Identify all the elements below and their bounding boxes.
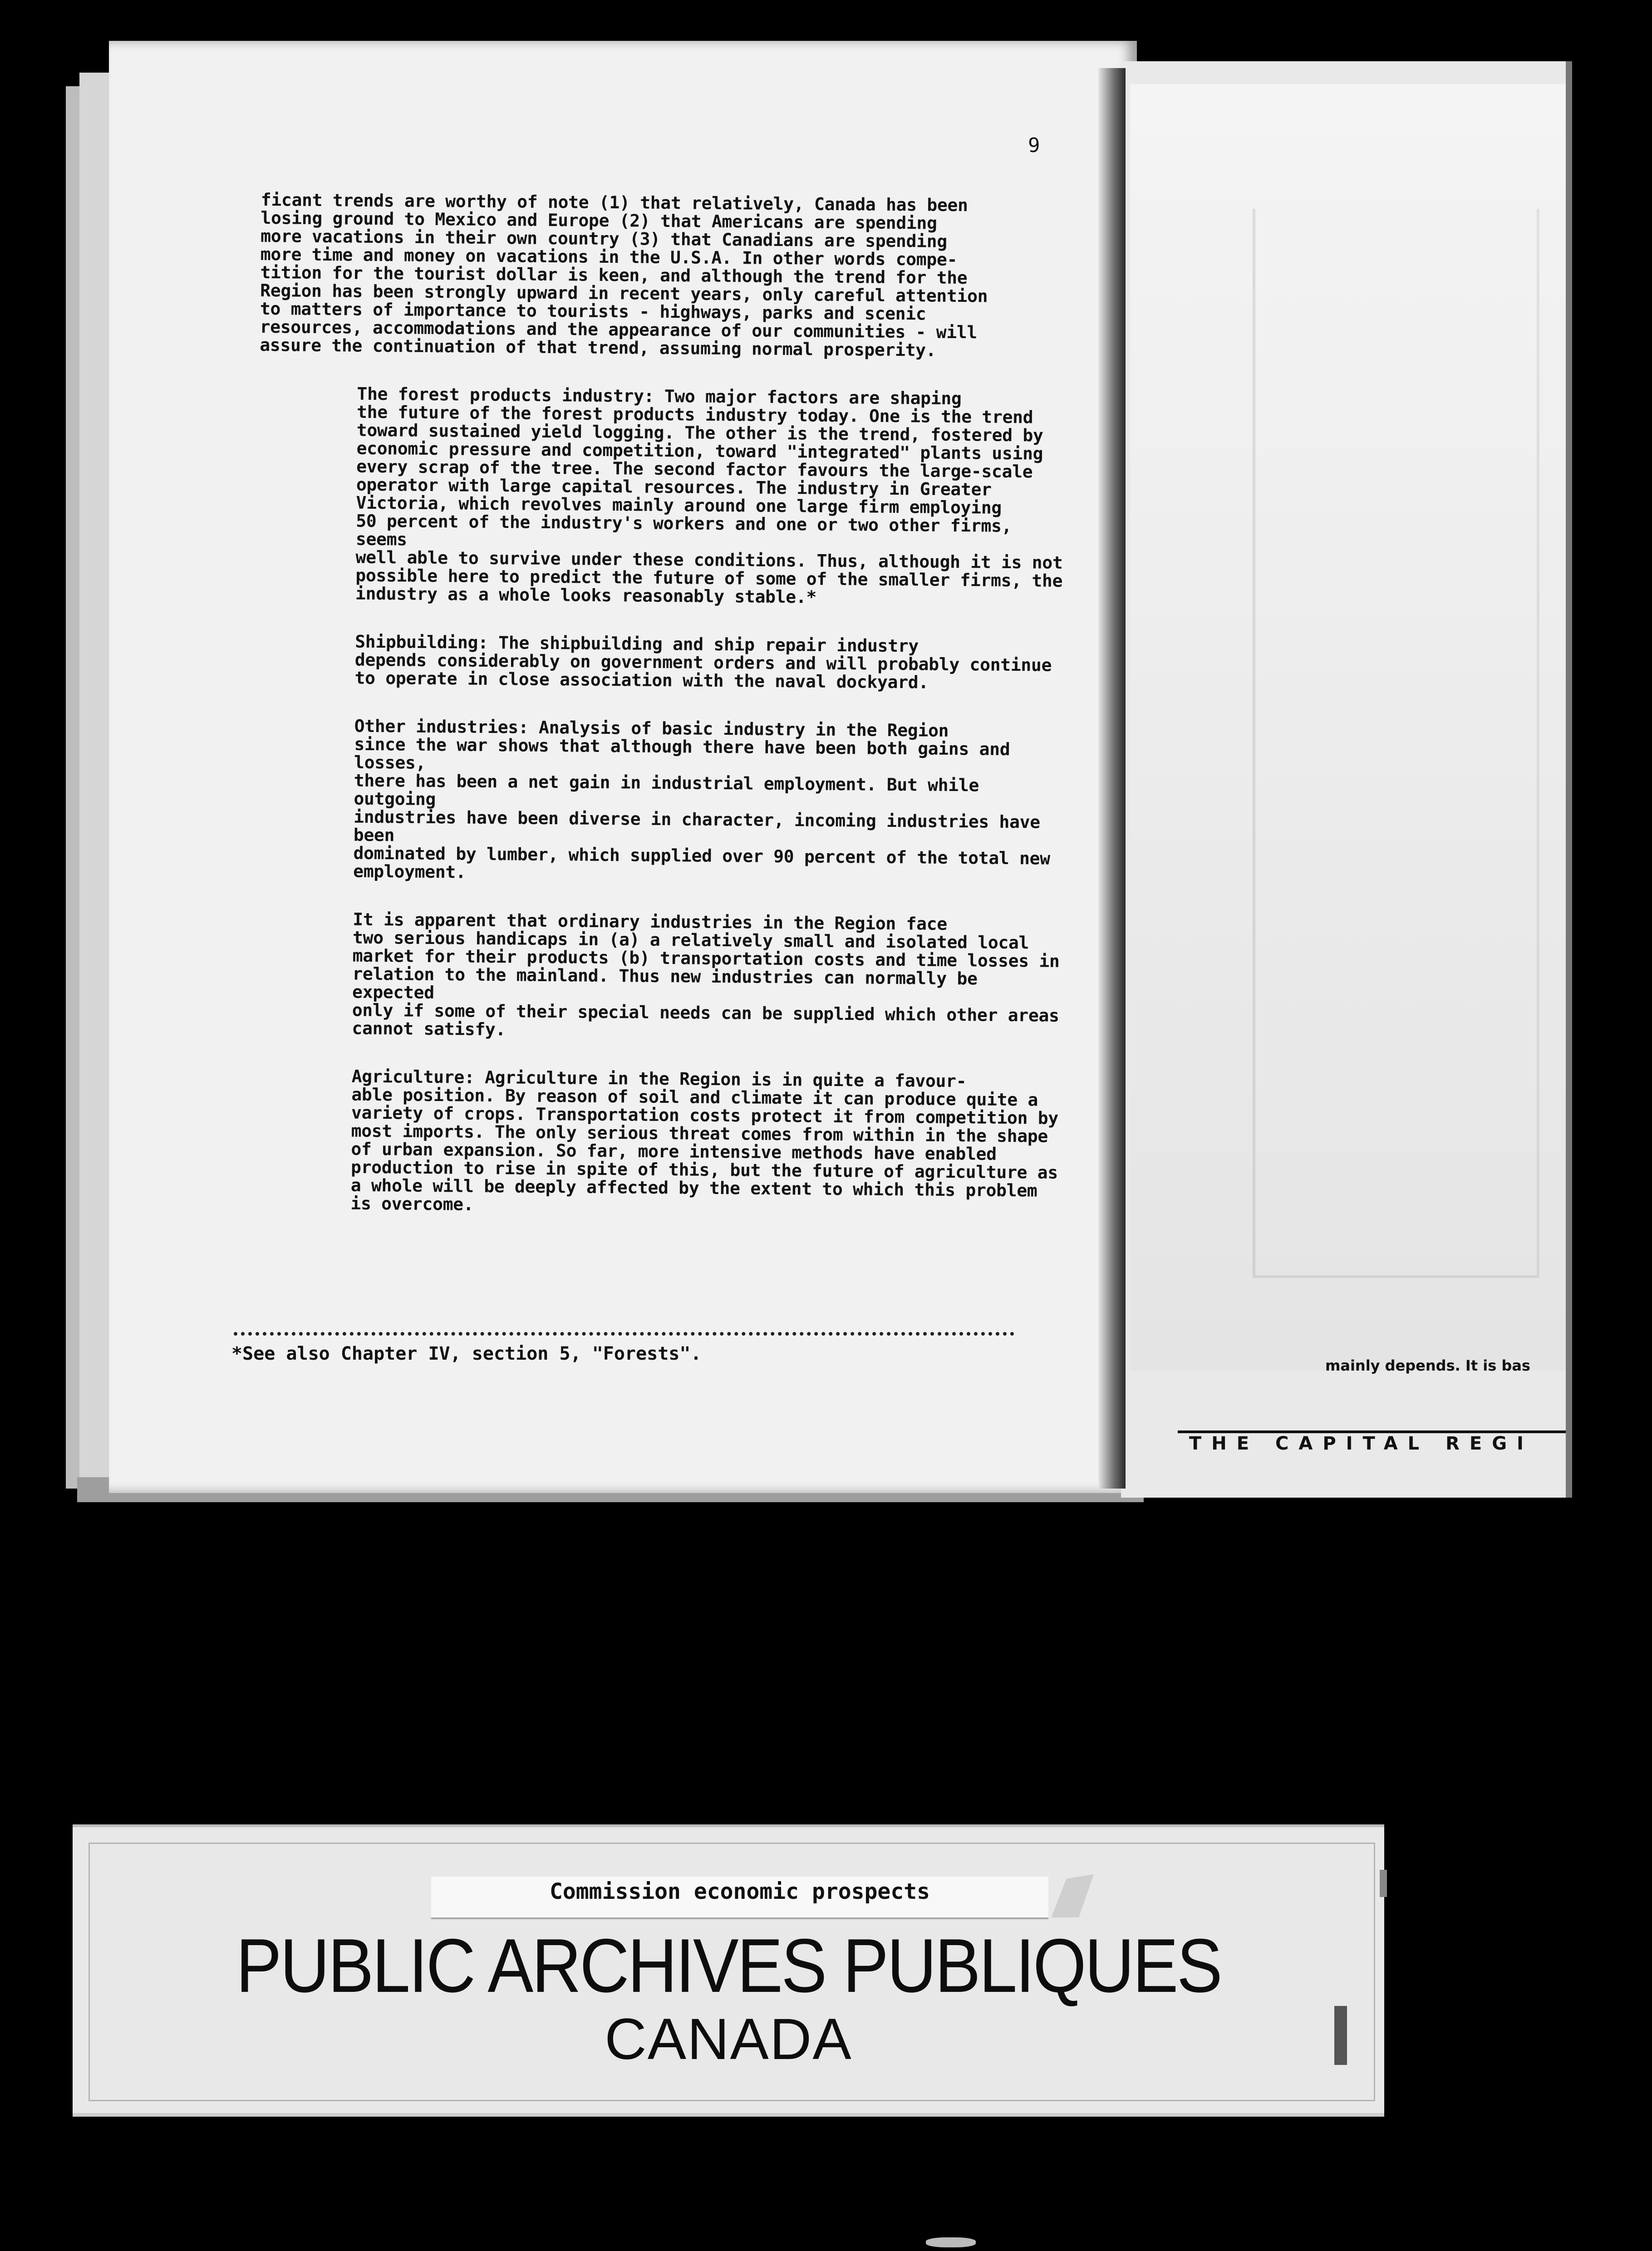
page-gutter [1098,68,1126,1489]
archive-country: CANADA [605,2007,852,2072]
paragraph-tourism: ficant trends are worthy of note (1) that relatively, Canada has been losing ground to Mexico and Europe (2) that Americans are spending more vacations in their own country (3) that Canadians are spending more time and money on vacations in the U.S.A. In other words compe- tition for the tourist dollar is keen, and although the trend for the Region has been strongly upward in recent years, only careful attention to matters of importance to tourists - highways, parks and scenic resources, accommodations and the appearance of our communities - will assure the continuation of that trend, assuming normal prosperity. [260,190,988,360]
footnote: *See also Chapter IV, section 5, "Forests". [231,1343,702,1364]
facing-page-bleed-through [1253,209,1539,1278]
archive-title: PUBLIC ARCHIVES PUBLIQUES [236,1923,1221,2008]
archive-caption: Commission economic prospects [549,1879,930,1904]
paragraph-shipbuilding: Shipbuilding: The shipbuilding and ship repair industry depends considerably on government orders and will probably continue to operate in close association with the naval dockyard. [354,631,1052,693]
paragraph-handicaps: It is apparent that ordinary industries in the Region face two serious handicaps in (a) a relatively small and isolated local market for their products (b) transportation costs and time losses in relation to the mainland. Thus new industries can normally be expected only if some of their special needs can be supplied which other areas cannot satisfy. [352,909,1060,1040]
facing-page-edge [1566,61,1572,1498]
page-number: 9 [1028,134,1040,157]
film-smudge [1380,1870,1387,1897]
facing-page-footer: THE CAPITAL REGI [1189,1433,1534,1454]
footnote-separator [234,1332,1014,1336]
paragraph-agriculture: Agriculture: Agriculture in the Region is in quite a favour- able position. By reason of soil and climate it can produce quite a variety of crops. Transportation costs protect it from competition by most imports. The only serious threat comes from within in the shape of urban expansion. So far, more intensive methods have enabled production to rise in spite of this, but the future of agriculture as a whole will be deeply affected by the extent to which this problem is overcome. [350,1066,1059,1214]
facing-page-text-fragment: mainly depends. It is bas [1325,1357,1530,1374]
film-smudge [1334,2006,1347,2065]
paragraph-forest-products: The forest products industry: Two major factors are shaping the future of the forest products industry today. One is the trend toward sustained yield logging. The other is the trend, fostered by economic pressure and competition, toward "integrated" plants using every scrap of the tree. The second factor favours the large-scale operator with large capital resources. The industry in Greater Victoria, which revolves mainly around one large firm employing 50 percent of the industry's workers and one or two other firms, seems well able to survive under these conditions. Thus, although it is not possible here to predict the future of some of the smaller firms, the industry as a whole looks reasonably stable.* [355,383,1063,607]
film-mark [926,2237,976,2247]
paragraph-other-industries: Other industries: Analysis of basic industry in the Region since the war shows that although there have been both gains and losses, there has been a net gain in industrial employment. But while outgoing industries have been diverse in character, incoming industries have been dominated by lumber, which supplied over 90 percent of the total new employment. [353,716,1050,882]
document-body [253,191,1073,1248]
